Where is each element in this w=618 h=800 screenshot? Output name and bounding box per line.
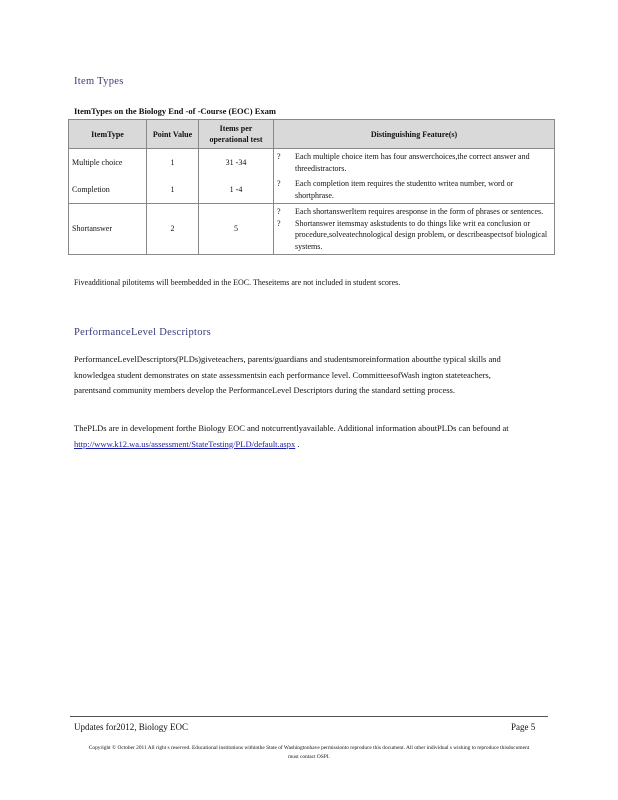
features-cell — [274, 176, 555, 204]
copyright-notice: Copyright © October 2011 All right s reserved. Educational institutions withinthe State of Washingtonhave permissionto reproduce this document. All other individual s wishing to reproduce thisdocument must contact OSPI. — [88, 745, 530, 760]
pilot-items-note: Fiveadditional pilotitems will beembedded in the EOC. Theseitems are not included in student scores. — [74, 278, 401, 287]
table-header-row — [69, 120, 555, 149]
header-features: Distinguishing Feature(s) — [274, 120, 555, 149]
items-cell: 1 -4 — [199, 176, 274, 204]
bullet-icon: ? — [277, 179, 281, 188]
footer-title: Updates for2012, Biology EOC — [74, 722, 188, 732]
feature-item: ? Each shortanswerItem requires aresponse in the form of phrases or sentences. — [277, 207, 544, 216]
item-type-cell: Shortanswer — [69, 204, 147, 255]
pld-paragraph: PerformanceLevelDescriptors(PLDs)giveteachers, parents/guardians and studentsmoreinformation aboutthe typical skills and knowledgea student demonstrates on state assessmentsin each performance level. CommitteesofWash ington stateteachers, parentsand community members develop the PerformanceLevel Descriptors during the standard setting process. — [74, 354, 501, 395]
header-items-per-test: Items per operational test — [199, 120, 274, 149]
items-cell: 31 -34 — [199, 149, 274, 177]
item-types-heading: Item Types — [74, 76, 124, 87]
feature-item: ? Shortanswer itemsmay askstudents to do things like writ ea conclusion or procedure,solveatechnological design problem, or describeaspectsof biological systems. — [277, 218, 548, 251]
pld-availability-paragraph — [74, 421, 514, 452]
item-type-cell: Multiple choice — [69, 149, 147, 177]
pld-link[interactable]: http://www.k12.wa.us/assessment/StateTesting/PLD/default.aspx — [74, 438, 296, 449]
point-value-cell: 1 — [147, 149, 199, 177]
table-row — [69, 176, 555, 204]
bullet-icon: ? — [277, 218, 281, 228]
pld-availability-text: ThePLDs are in development forthe Biology EOC and notcurrentlyavailable. Additional information aboutPLDs can befound at — [74, 423, 509, 433]
pld-heading: PerformanceLevel Descriptors — [74, 327, 211, 338]
features-cell — [274, 149, 555, 177]
feature-item: ? Each completion item requires the studentto writea number, word or shortphrase. — [277, 179, 514, 200]
header-point-value: Point Value — [147, 120, 199, 149]
table-row — [69, 204, 555, 255]
page-number: Page 5 — [511, 722, 536, 732]
table-caption: ItemTypes on the Biology End -of -Course (EOC) Exam — [74, 106, 276, 116]
item-type-cell: Completion — [69, 176, 147, 204]
point-value-cell: 2 — [147, 204, 199, 255]
items-cell: 5 — [199, 204, 274, 255]
table-row — [69, 149, 555, 177]
features-cell — [274, 204, 555, 255]
link-trail: . — [295, 438, 300, 449]
feature-item: ? Each multiple choice item has four answerchoices,the correct answer and threedistractors. — [277, 152, 530, 173]
item-types-table — [68, 119, 555, 255]
header-item-type: ItemType — [69, 120, 147, 149]
bullet-icon: ? — [277, 152, 281, 161]
bullet-icon: ? — [277, 207, 281, 216]
point-value-cell: 1 — [147, 176, 199, 204]
footer-divider — [70, 716, 548, 717]
